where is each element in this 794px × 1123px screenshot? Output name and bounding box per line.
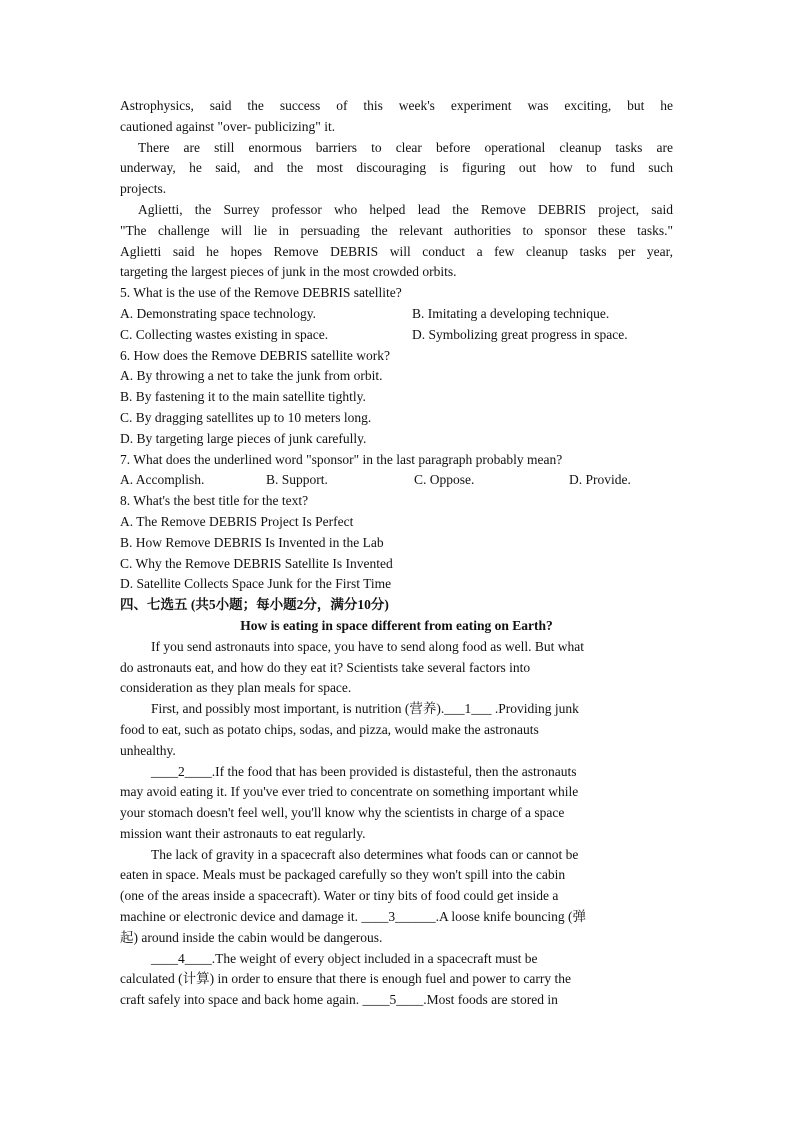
passage-line: craft safely into space and back home again. ____5____.Most foods are stored in — [120, 992, 558, 1008]
passage-line: consideration as they plan meals for space. — [120, 680, 352, 696]
option-a: A. The Remove DEBRIS Project Is Perfect — [120, 513, 354, 529]
passage-line: your stomach doesn't feel well, you'll know why the scientists in charge of a space — [120, 805, 565, 821]
option-b: B. How Remove DEBRIS Is Invented in the Lab — [120, 534, 384, 550]
passage-line: calculated (计算) in order to ensure that there is enough fuel and power to carry the — [120, 971, 571, 987]
passage-line: eaten in space. Meals must be packaged carefully so they won't spill into the cabin — [120, 867, 566, 883]
passage-line: targeting the largest pieces of junk in the most crowded orbits. — [120, 264, 457, 280]
question-stem: 5. What is the use of the Remove DEBRIS satellite? — [120, 285, 402, 301]
option-d: D. Provide. — [569, 472, 631, 488]
passage-line: may avoid eating it. If you've ever tried to concentrate on something important while — [120, 784, 579, 800]
option-c: C. Oppose. — [414, 472, 475, 488]
passage-line: projects. — [120, 181, 167, 197]
option-d: D. By targeting large pieces of junk carefully. — [120, 430, 367, 446]
section-heading: 四、七选五 (共5小题；每小题2分，满分10分) — [120, 597, 389, 613]
question-options-row — [120, 470, 673, 491]
question-stem: 6. How does the Remove DEBRIS satellite work? — [120, 347, 390, 363]
passage-line: mission want their astronauts to eat regularly. — [120, 825, 366, 841]
option-a: A. Accomplish. — [120, 472, 205, 488]
question-options-row — [120, 304, 673, 325]
passage-line: unhealthy. — [120, 742, 176, 758]
option-d: D. Satellite Collects Space Junk for the First Time — [120, 576, 392, 592]
passage-line: Astrophysics, said the success of this week's experiment was exciting, but he — [120, 98, 673, 113]
question-stem: 8. What's the best title for the text? — [120, 493, 309, 509]
option-b: B. By fastening it to the main satellite tightly. — [120, 389, 366, 405]
passage-line: underway, he said, and the most discouraging is figuring out how to fund such — [120, 160, 673, 176]
option-a: A. Demonstrating space technology. — [120, 305, 316, 321]
passage-line: If you send astronauts into space, you have to send along food as well. But what — [151, 638, 585, 654]
passage-line: ____2____.If the food that has been provided is distasteful, then the astronauts — [151, 763, 577, 779]
question-options-row — [120, 325, 673, 346]
passage-line: food to eat, such as potato chips, sodas, and pizza, would make the astronauts — [120, 721, 539, 737]
question-stem: 7. What does the underlined word "sponsor" in the last paragraph probably mean? — [120, 451, 563, 467]
option-b: B. Support. — [266, 472, 328, 488]
document-page — [120, 96, 673, 1011]
passage-line: There are still enormous barriers to clear before operational cleanup tasks are — [138, 139, 673, 155]
option-b: B. Imitating a developing technique. — [412, 305, 610, 321]
passage-line: machine or electronic device and damage it. ____3______.A loose knife bouncing (弹 — [120, 909, 586, 925]
passage-line: "The challenge will lie in persuading the relevant authorities to sponsor these tasks." — [120, 222, 673, 238]
passage-line: cautioned against "over- publicizing" it. — [120, 118, 336, 134]
passage-line: Aglietti, the Surrey professor who helped lead the Remove DEBRIS project, said — [138, 201, 673, 217]
option-a: A. By throwing a net to take the junk from orbit. — [120, 368, 383, 384]
option-c: C. Collecting wastes existing in space. — [120, 326, 329, 342]
passage-line: First, and possibly most important, is nutrition (营养).___1___ .Providing junk — [151, 701, 579, 717]
passage-line: ____4____.The weight of every object included in a spacecraft must be — [151, 950, 538, 966]
option-c: C. By dragging satellites up to 10 meters long. — [120, 409, 372, 425]
passage-line: (one of the areas inside a spacecraft). Water or tiny bits of food could get inside a — [120, 888, 559, 904]
passage-line: Aglietti said he hopes Remove DEBRIS will conduct a few cleanup tasks per year, — [120, 243, 673, 259]
option-d: D. Symbolizing great progress in space. — [412, 326, 628, 342]
passage-title: How is eating in space different from eating on Earth? — [240, 617, 553, 633]
option-c: C. Why the Remove DEBRIS Satellite Is Invented — [120, 555, 393, 571]
passage-line: The lack of gravity in a spacecraft also determines what foods can or cannot be — [151, 846, 579, 862]
passage-line: 起) around inside the cabin would be dangerous. — [120, 929, 383, 945]
passage-line: do astronauts eat, and how do they eat it? Scientists take several factors into — [120, 659, 531, 675]
